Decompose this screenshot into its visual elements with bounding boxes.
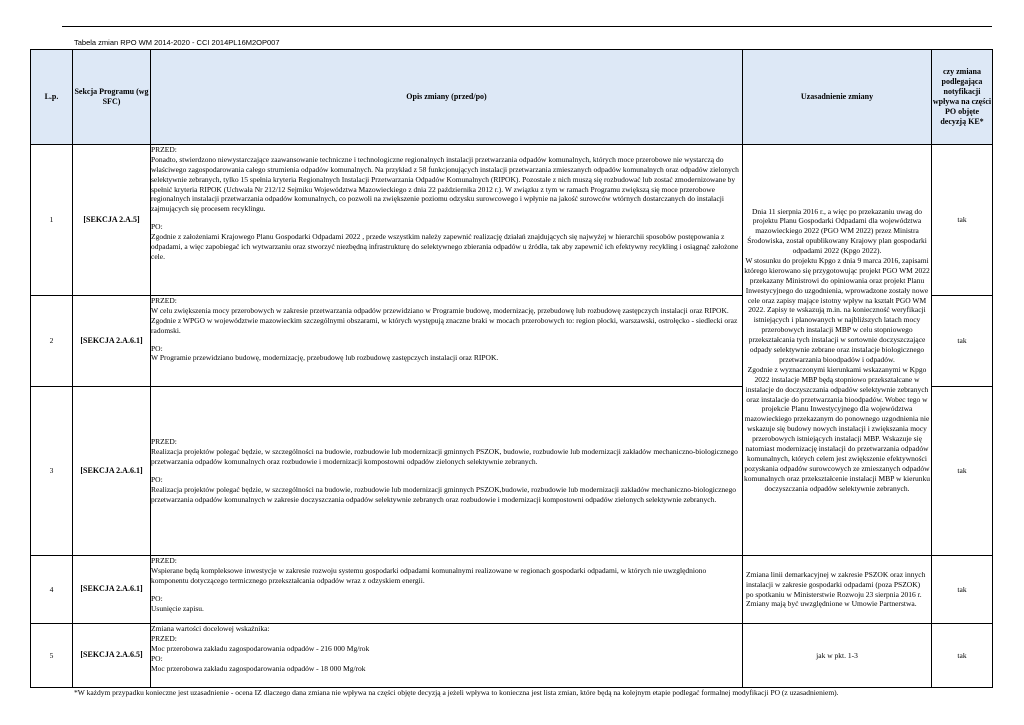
after-label: PO: bbox=[151, 593, 163, 603]
row-number: 3 bbox=[31, 387, 73, 556]
after-label: PO: bbox=[151, 343, 163, 353]
row-number: 2 bbox=[31, 296, 73, 387]
row-section: [SEKCJA 2.A.6.5] bbox=[73, 624, 151, 688]
before-label: PRZED: bbox=[151, 296, 177, 305]
table-header-row bbox=[31, 50, 993, 145]
table-row bbox=[31, 624, 993, 688]
row-section: [SEKCJA 2.A.6.1] bbox=[73, 556, 151, 624]
after-text: Zgodnie z założeniami Krajowego Planu Gospodarki Odpadami 2022 , przede wszystkim należy zapewnić realizację działań znajdujących się najwyżej w hierarchii sposobów postępowania z odpadami, a więc zapobiegać ich wytwarzaniu oraz stworzyć niezbędną infrastrukturę do selektywnego zbierania odpadów u źródła, tak aby zapewnić ich efektywny recykling i osiągnąć założone cele. bbox=[151, 232, 739, 261]
before-text: Ponadto, stwierdzono niewystarczające zaawansowanie techniczne i technologiczne regionalnych instalacji przetwarzania odpadów komunalnych, których moce przerobowe nie wystarczą do właściwego zagospodarowania całego strumienia odpadów komunalnych. Na przykład z 58 funkcjonujących instalacji przetwarzania zmieszanych odpadów komunalnych oraz odpadów zielonych selektywnie zebranych, tylko 15 spełnia kryteria Regionalnych Instalacji Przetwarzania Odpadów Komunalnych (RIPOK). Pozostałe z nich muszą się rozbudować lub zostać zmodernizowane by spełnić kryteria RIPOK (Uchwała Nr 212/12 Sejmiku Województwa Mazowieckiego z dnia 22 października 2012 r.). W związku z tym w ramach Programu zwiększą się moce przerobowe regionalnych instalacji przetwarzania odpadów komunalnych, co pozwoli na zwiększenie poziomu odzysku surowcowego i wpłynie na jakość surowców wtórnych dostarczanych do instalacji zajmujących się procesem recyklingu. bbox=[151, 154, 739, 214]
header-section: Sekcja Programu (wg SFC) bbox=[73, 50, 151, 145]
row-notification: tak bbox=[932, 145, 993, 296]
before-label: PRZED: bbox=[151, 556, 177, 565]
header-description: Opis zmiany (przed/po) bbox=[151, 50, 743, 145]
row-section: [SEKCJA 2.A.6.1] bbox=[73, 296, 151, 387]
before-label: PRZED: bbox=[151, 145, 177, 154]
row-number: 4 bbox=[31, 556, 73, 624]
footnote: *W każdym przypadku konieczne jest uzasadnienie - ocena IZ dlaczego dana zmiana nie wpływa na części objęte decyzją a jeżeli wpływa to konieczna jest lista zmian, które będą na kolejnym etapie podlegać formalnej modyfikacji PO (z uzasadnieniem). bbox=[74, 688, 839, 697]
header-notification: czy zmiana podlegająca notyfikacji wpływa na części PO objęte decyzją KE* bbox=[932, 50, 993, 145]
row-justification: jak w pkt. 1-3 bbox=[743, 624, 932, 688]
row-description bbox=[151, 624, 743, 688]
after-label: PO: bbox=[151, 222, 163, 232]
after-text: W Programie przewidziano budowę, modernizację, przebudowę lub rozbudowę zastępczych instalacji oraz RIPOK. bbox=[151, 353, 499, 363]
top-rule bbox=[62, 26, 992, 27]
row-section: [SEKCJA 2.A.6.1] bbox=[73, 387, 151, 556]
row-description bbox=[151, 145, 743, 296]
before-label: PRZED: bbox=[151, 437, 177, 447]
table-row bbox=[31, 145, 993, 296]
row-justification: Zmiana linii demarkacyjnej w zakresie PSZOK oraz innych instalacji w zakresie gospodarki odpadami (poza PSZOK) po spotkaniu w Ministerstwie Rozwoju 23 sierpnia 2016 r. Zmiany mają być uwzględnione w Umowie Partnerstwa. bbox=[743, 556, 932, 624]
row-description bbox=[151, 387, 743, 556]
after-text: Moc przerobowa zakładu zagospodarowania odpadów - 18 000 Mg/rok bbox=[151, 663, 366, 673]
document-title: Tabela zmian RPO WM 2014-2020 - CCI 2014PL16M2OP007 bbox=[74, 38, 280, 47]
header-justification: Uzasadnienie zmiany bbox=[743, 50, 932, 145]
merged-justification: Dnia 11 sierpnia 2016 r., a więc po przekazaniu uwag do projektu Planu Gospodarki Odpadami dla województwa mazowieckiego 2022 (PGO WM 2022) przez Ministra Środowiska, został opublikowany Krajowy plan gospodarki odpadami 2022 (Kpgo 2022). W stosunku do projektu Kpgo z dnia 9 marca 2016, zapisami którego kierowano się przygotowując projekt PGO WM 2022 przekazany Ministrowi do opiniowania oraz projekt Planu Inwestycyjnego do uzgodnienia, wprowadzone zostały nowe cele oraz zapisy mające istotny wpływ na kształt PGO WM 2022. Zapisy te wskazują m.in. na konieczność weryfikacji istniejących i planowanych w najbliższych latach mocy przerobowych instalacji MBP w celu stopniowego przekształcania tych instalacji w sortownie doczyszczające odpady selektywnie zebrane oraz instalacje biologicznego przetwarzania bioodpadów i odpadów. Zgodnie z wyznaczonymi kierunkami wskazanymi w Kpgo 2022 instalacje MBP będą stopniowo przekształcane w instalacje do doczyszczania odpadów selektywnie zebranych oraz instalacje do przetwarzania bioodpadów. Wobec tego w projekcie Planu Inwestycyjnego dla województwa mazowieckiego przekazanym do ponownego uzgodnienia nie wskazuje się budowy nowych instalacji i zwiększania mocy przerobowych istniejących instalacji MBP. Wskazuje się natomiast modernizację instalacji do przetwarzania odpadów komunalnych, których celem jest zwiększenie efektywności pozyskania odpadów surowcowych ze zmieszanych odpadów komunalnych oraz przekształcenie instalacji MBP w kierunku doczyszczania odpadów selektywnie zebranych. bbox=[743, 145, 932, 556]
before-label: PRZED: bbox=[151, 633, 177, 643]
row-number: 5 bbox=[31, 624, 73, 688]
before-text: Moc przerobowa zakładu zagospodarowania odpadów - 216 000 Mg/rok bbox=[151, 643, 370, 653]
row-notification: tak bbox=[932, 624, 993, 688]
after-text: Usunięcie zapisu. bbox=[151, 603, 204, 613]
after-label: PO: bbox=[151, 653, 163, 663]
change-table bbox=[30, 49, 993, 688]
row-number: 1 bbox=[31, 145, 73, 296]
after-label: PO: bbox=[151, 475, 163, 484]
before-text: Realizacja projektów polegać będzie, w szczególności na budowie, rozbudowie lub modernizacji gminnych PSZOK, budowie, rozbudowie lub modernizacji zakładów mechaniczno-biologicznego przetwarzania odpadów komunalnych oraz rozbudowie i modernizacji kompostowni odpadów zielonych selektywnie zebranych. bbox=[151, 447, 738, 467]
row-description bbox=[151, 296, 743, 387]
before-text: Wspierane będą kompleksowe inwestycje w zakresie rozwoju systemu gospodarki odpadami komunalnymi realizowane w regionach gospodarki odpadami, w których nie uwzględniono komponentu dotyczącego termicznego przekształcania odpadów wraz z odzyskiem energii. bbox=[151, 565, 707, 585]
header-lp: L.p. bbox=[31, 50, 73, 145]
row-notification: tak bbox=[932, 387, 993, 556]
before-text: W celu zwiększenia mocy przerobowych w zakresie przetwarzania odpadów przewidziano w Programie budowę, modernizację, przebudowę lub rozbudowę zastępczych instalacji oraz RIPOK. Zgodnie z WPGO w województwie mazowieckim szczególnymi obszarami, w których występują znaczne braki w mocach przerobowych to: region płocki, warszawski, ostrołęcko - siedlecki oraz radomski. bbox=[151, 305, 738, 335]
row-notification: tak bbox=[932, 556, 993, 624]
row-notification: tak bbox=[932, 296, 993, 387]
table-row bbox=[31, 556, 993, 624]
row-section: [SEKCJA 2.A.5] bbox=[73, 145, 151, 296]
row-description bbox=[151, 556, 743, 624]
intro-text: Zmiana wartości docelowej wskaźnika: bbox=[151, 624, 270, 633]
after-text: Realizacja projektów polegać będzie, w szczególności na budowie, rozbudowie lub modernizacji gminnych PSZOK,budowie, rozbudowie lub modernizacji zakładów mechaniczno-biologicznego przetwarzania odpadów komunalnych w zakresie doczyszczania odpadów selektywnie zebranych oraz rozbudowie i modernizacji kompostowni odpadów zielonych selektywnie zebranych. bbox=[151, 484, 737, 504]
